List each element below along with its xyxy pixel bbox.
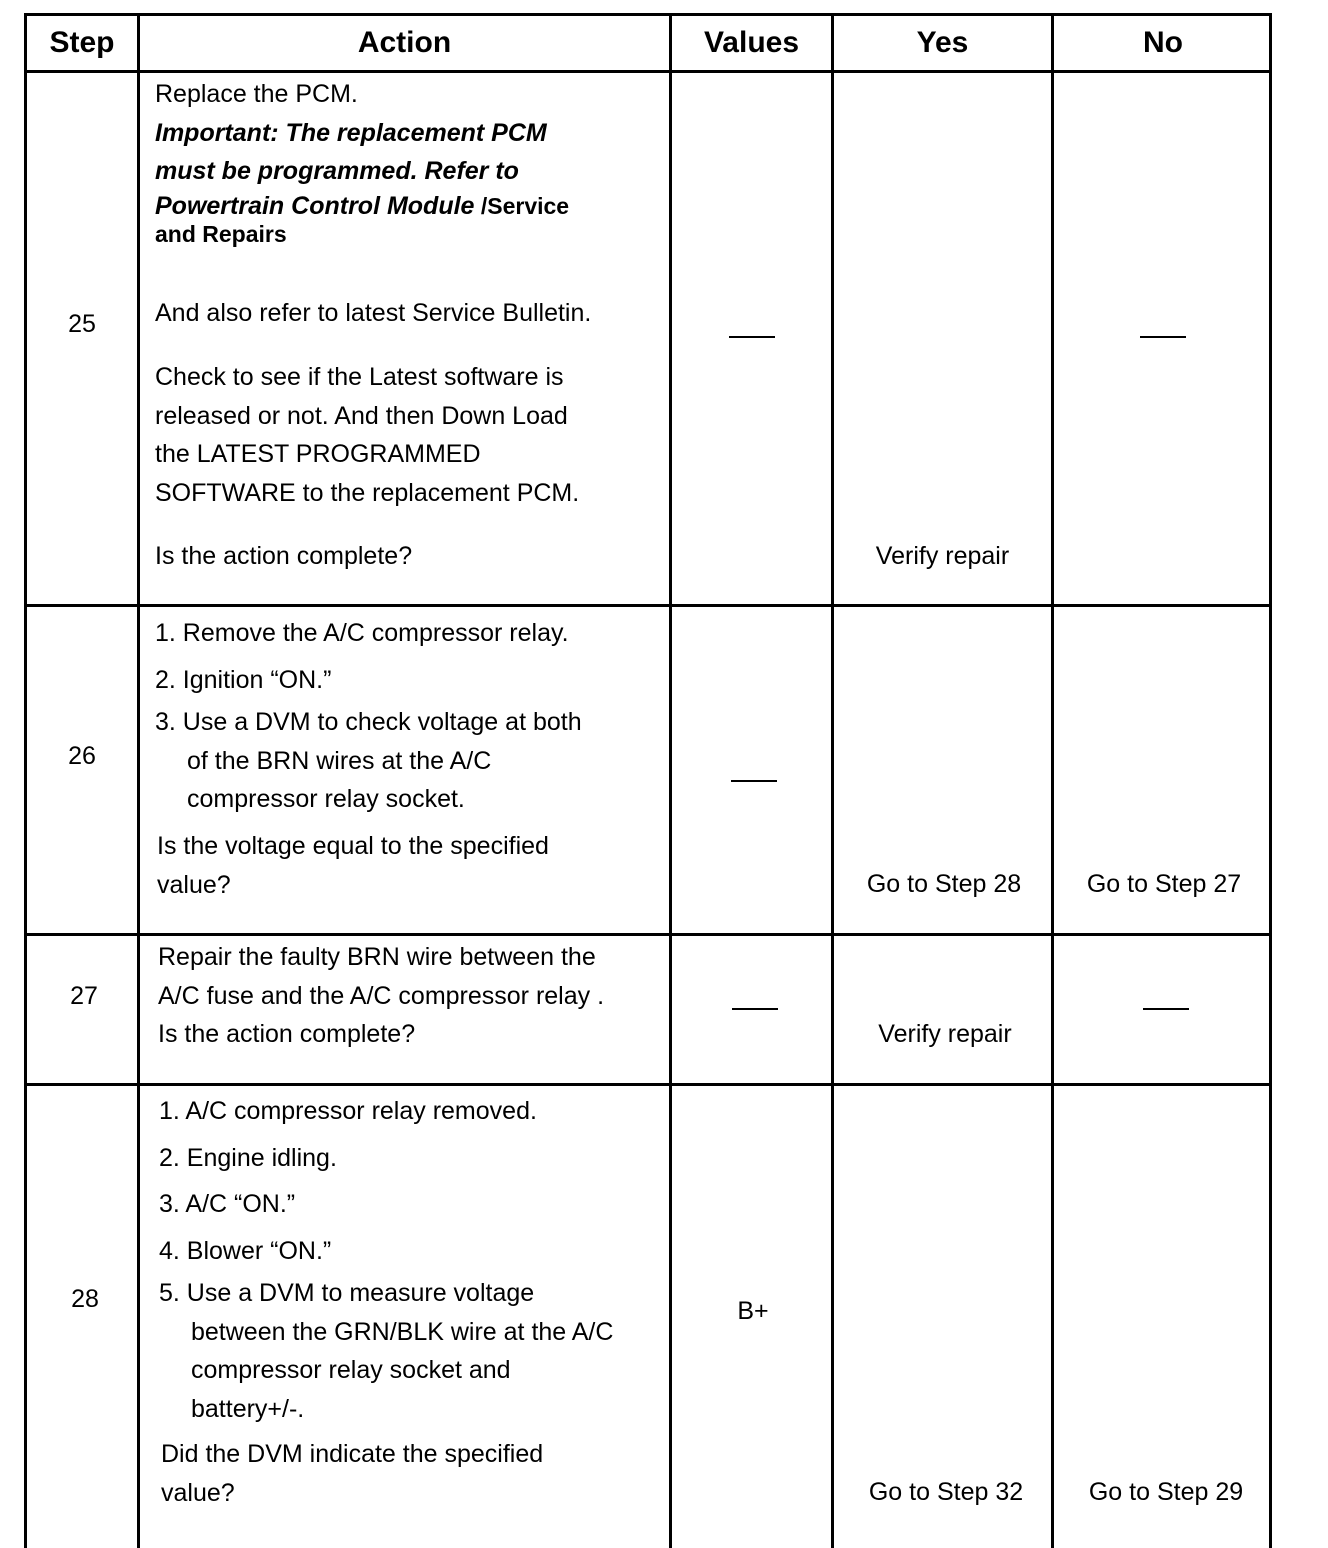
action-line: Repair the faulty BRN wire between the bbox=[158, 943, 596, 971]
action-cell bbox=[155, 703, 582, 819]
action-question bbox=[157, 827, 549, 904]
row-divider-26-27 bbox=[27, 933, 1269, 936]
action-cell bbox=[158, 938, 604, 1054]
action-line: SOFTWARE to the replacement PCM. bbox=[155, 478, 580, 507]
action-line: And also refer to latest Service Bulletin. bbox=[155, 299, 592, 327]
column-divider-yes-no bbox=[1051, 16, 1054, 1548]
action-paragraph bbox=[155, 358, 579, 512]
action-line: value? bbox=[161, 1478, 235, 1507]
important-note: Important: The replacement PCM bbox=[155, 118, 547, 147]
yes-outcome: Verify repair bbox=[875, 542, 1010, 570]
action-line: battery+/-. bbox=[191, 1394, 305, 1423]
no-dash bbox=[1140, 336, 1186, 338]
yes-outcome: Verify repair bbox=[878, 1020, 1012, 1048]
action-line: 2. Ignition “ON.” bbox=[155, 665, 332, 694]
reference-section: /Service bbox=[474, 192, 570, 219]
action-line: between the GRN/BLK wire at the A/C bbox=[191, 1317, 614, 1346]
diagnostic-table bbox=[24, 13, 1272, 1548]
action-line: 5. Use a DVM to measure voltage bbox=[159, 1279, 535, 1307]
action-line: compressor relay socket and bbox=[191, 1356, 511, 1384]
action-paragraph bbox=[155, 294, 591, 333]
action-line: Check to see if the Latest software is bbox=[155, 363, 564, 391]
action-line: Replace the PCM. bbox=[155, 80, 358, 108]
reference-title: Powertrain Control Module bbox=[155, 191, 475, 220]
reference-line bbox=[155, 191, 569, 221]
step-number: 28 bbox=[71, 1285, 99, 1313]
header-yes: Yes bbox=[916, 26, 969, 59]
action-line: the LATEST PROGRAMMED bbox=[155, 440, 481, 468]
action-question: Is the action complete? bbox=[155, 542, 413, 570]
action-cell bbox=[159, 1274, 613, 1428]
no-dash bbox=[1143, 1008, 1189, 1010]
row-divider-27-28 bbox=[27, 1083, 1269, 1086]
step-number: 26 bbox=[68, 742, 96, 770]
reference-section: and Repairs bbox=[155, 220, 287, 247]
action-cell bbox=[159, 1088, 537, 1274]
important-note: must be programmed. Refer to bbox=[155, 157, 519, 185]
header-step: Step bbox=[49, 26, 115, 59]
row-divider-25-26 bbox=[27, 604, 1269, 607]
action-line: Is the action complete? bbox=[158, 1020, 416, 1048]
action-question bbox=[161, 1435, 543, 1512]
step-number: 25 bbox=[68, 310, 96, 338]
action-cell bbox=[155, 75, 569, 247]
action-line: value? bbox=[157, 870, 231, 899]
header-action: Action bbox=[357, 26, 452, 59]
values-dash bbox=[731, 780, 777, 782]
action-line: compressor relay socket. bbox=[187, 785, 465, 813]
no-outcome: Go to Step 27 bbox=[1086, 870, 1242, 898]
action-line: 4. Blower “ON.” bbox=[159, 1236, 332, 1265]
values-dash bbox=[729, 336, 775, 338]
no-outcome: Go to Step 29 bbox=[1088, 1478, 1244, 1506]
action-line: Did the DVM indicate the specified bbox=[161, 1440, 544, 1468]
action-line: 1. Remove the A/C compressor relay. bbox=[155, 619, 569, 647]
action-line: 3. A/C “ON.” bbox=[159, 1190, 296, 1218]
values-text: B+ bbox=[737, 1297, 769, 1325]
action-cell bbox=[155, 610, 569, 703]
yes-outcome: Go to Step 32 bbox=[868, 1478, 1024, 1506]
action-line: 1. A/C compressor relay removed. bbox=[159, 1097, 537, 1125]
action-line: of the BRN wires at the A/C bbox=[187, 746, 492, 775]
header-divider bbox=[27, 70, 1269, 73]
header-no: No bbox=[1143, 26, 1183, 59]
step-number: 27 bbox=[70, 982, 98, 1010]
yes-outcome: Go to Step 28 bbox=[866, 870, 1022, 898]
action-line: Is the voltage equal to the specified bbox=[157, 832, 549, 860]
action-line: 3. Use a DVM to check voltage at both bbox=[155, 708, 582, 736]
action-line: released or not. And then Down Load bbox=[155, 401, 568, 430]
action-line: A/C fuse and the A/C compressor relay . bbox=[158, 981, 605, 1010]
header-values: Values bbox=[703, 26, 800, 59]
values-dash bbox=[732, 1008, 778, 1010]
column-divider-step-action bbox=[137, 16, 140, 1548]
action-line: 2. Engine idling. bbox=[159, 1143, 337, 1172]
